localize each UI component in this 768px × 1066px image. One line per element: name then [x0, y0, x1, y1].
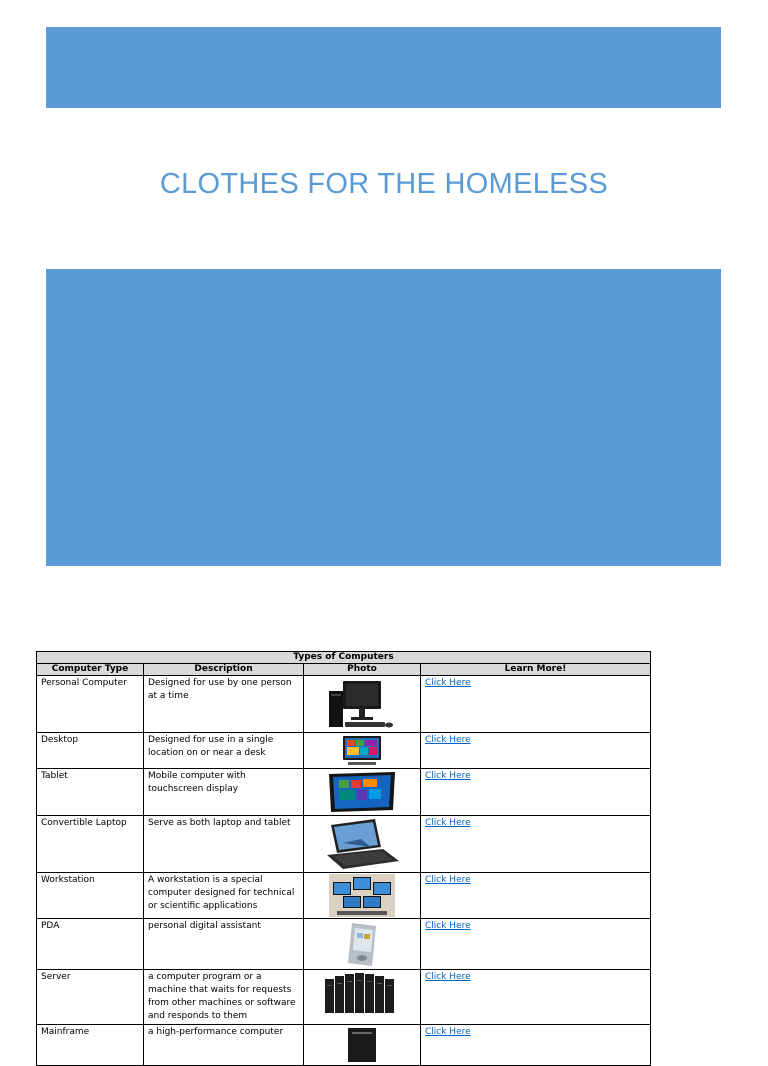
server-rack-icon [323, 971, 401, 1017]
computer-photo [304, 873, 421, 919]
computer-photo [304, 1025, 421, 1066]
computer-photo [304, 970, 421, 1025]
table-row [37, 676, 651, 733]
computer-type: Workstation [37, 873, 144, 919]
computer-types-table [36, 651, 651, 1066]
computer-description: a computer program or a machine that waits for requests from other machines or software and responds to them [144, 970, 304, 1025]
computer-description: personal digital assistant [144, 919, 304, 970]
table-row [37, 1025, 651, 1066]
learn-more-link[interactable]: Click Here [425, 1027, 471, 1037]
computer-description: A workstation is a special computer designed for technical or scientific applications [144, 873, 304, 919]
multi-monitor-workstation-icon [329, 874, 395, 917]
computer-type: Mainframe [37, 1025, 144, 1066]
computer-description: Mobile computer with touchscreen display [144, 769, 304, 816]
computer-description: a high-performance computer [144, 1025, 304, 1066]
tower-pc-icon [327, 677, 397, 731]
computer-photo [304, 676, 421, 733]
learn-more-link[interactable]: Click Here [425, 921, 471, 931]
convertible-laptop-icon [323, 817, 401, 871]
learn-more-cell [421, 733, 651, 769]
table-caption: Types of Computers [37, 652, 651, 664]
learn-more-cell [421, 1025, 651, 1066]
tablet-icon [325, 770, 399, 814]
learn-more-link[interactable]: Click Here [425, 678, 471, 688]
learn-more-link[interactable]: Click Here [425, 735, 471, 745]
learn-more-link[interactable]: Click Here [425, 972, 471, 982]
mainframe-icon [344, 1026, 380, 1064]
learn-more-cell [421, 970, 651, 1025]
table-row [37, 970, 651, 1025]
computer-type: Convertible Laptop [37, 816, 144, 873]
learn-more-cell [421, 769, 651, 816]
learn-more-cell [421, 919, 651, 970]
table-row [37, 769, 651, 816]
learn-more-cell [421, 816, 651, 873]
computer-type: Desktop [37, 733, 144, 769]
computer-description: Designed for use by one person at a time [144, 676, 304, 733]
learn-more-link[interactable]: Click Here [425, 771, 471, 781]
computer-photo [304, 919, 421, 970]
computer-type: Personal Computer [37, 676, 144, 733]
learn-more-cell [421, 873, 651, 919]
computer-description: Designed for use in a single location on or near a desk [144, 733, 304, 769]
top-banner [46, 27, 721, 108]
computer-type: PDA [37, 919, 144, 970]
table-row [37, 733, 651, 769]
column-header-description: Description [144, 664, 304, 676]
computer-type: Server [37, 970, 144, 1025]
computer-photo [304, 769, 421, 816]
learn-more-link[interactable]: Click Here [425, 875, 471, 885]
learn-more-cell [421, 676, 651, 733]
table-row [37, 873, 651, 919]
computer-description: Serve as both laptop and tablet [144, 816, 304, 873]
all-in-one-desktop-icon [340, 734, 384, 767]
column-header-learn-more: Learn More! [421, 664, 651, 676]
learn-more-link[interactable]: Click Here [425, 818, 471, 828]
computer-photo [304, 816, 421, 873]
page-title: CLOTHES FOR THE HOMELESS [159, 168, 609, 200]
pda-icon [342, 920, 382, 968]
main-banner [46, 269, 721, 566]
column-header-photo: Photo [304, 664, 421, 676]
table-row [37, 816, 651, 873]
column-header-type: Computer Type [37, 664, 144, 676]
computer-photo [304, 733, 421, 769]
table-row [37, 919, 651, 970]
computer-type: Tablet [37, 769, 144, 816]
